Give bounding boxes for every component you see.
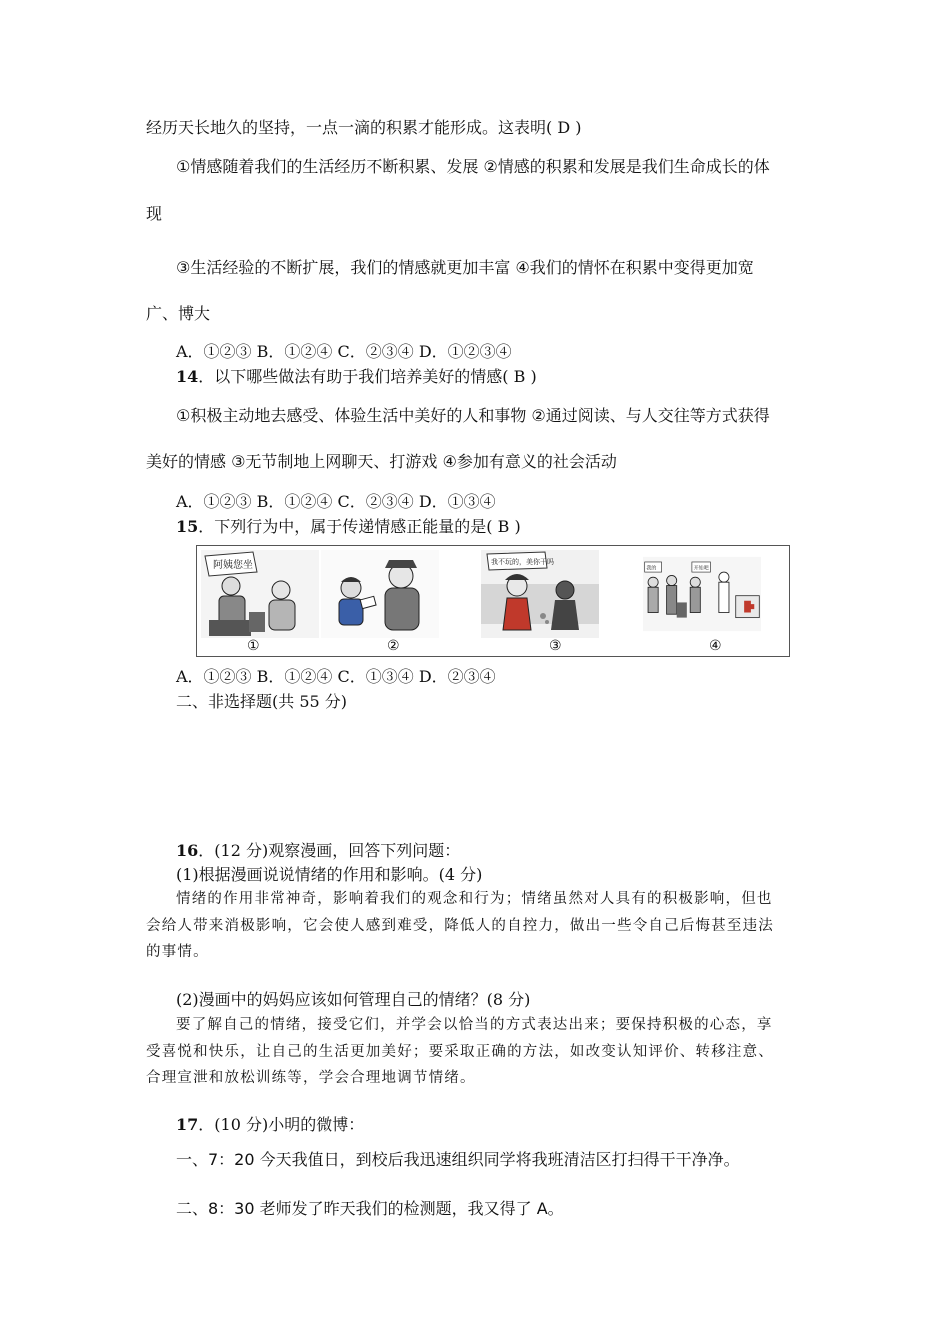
q14-stem xyxy=(176,367,537,387)
q13-option-line: ③生活经验的不断扩展，我们的情感就更加丰富 ④我们的情怀在积累中变得更加宽 xyxy=(176,258,754,277)
q16-answer-1-line: 情绪的作用非常神奇，影响着我们的观念和行为；情绪虽然对人具有的积极影响，但也 xyxy=(176,891,773,907)
panel-label: ④ xyxy=(709,638,722,654)
q16-answer-2-line: 受喜悦和快乐，让自己的生活更加美好；要采取正确的方法，如改变认知评价、转移注意、 xyxy=(146,1044,774,1060)
q15-choices: A．①②③ B．①②④ C．①③④ D．②③④ xyxy=(176,667,496,686)
q13-choices: A．①②③ B．①②④ C．②③④ D．①②③④ xyxy=(176,342,512,361)
svg-text:我的: 我的 xyxy=(646,565,657,572)
panel-label: ② xyxy=(387,638,400,654)
question-text: ．以下哪些做法有助于我们培养美好的情感( B ) xyxy=(198,367,537,386)
q14-option-line: 美好的情感 ③无节制地上网聊天、打游戏 ④参加有意义的社会活动 xyxy=(146,452,617,471)
q17-weibo-item-1: 一、7：20 今天我值日，到校后我迅速组织同学将我班清洁区打扫得干干净净。 xyxy=(176,1150,740,1169)
comic-panel-2 xyxy=(321,550,439,638)
q13-option-line: 广、博大 xyxy=(146,304,211,323)
q14-option-line: ①积极主动地去感受、体验生活中美好的人和事物 ②通过阅读、与人交往等方式获得 xyxy=(176,406,770,425)
question-number: 16 xyxy=(176,841,199,860)
comic-strip-image xyxy=(196,545,790,657)
question-text: ．(12 分)观察漫画，回答下列问题： xyxy=(198,841,461,860)
comic-panel-1 xyxy=(201,550,319,638)
q16-answer-2-line: 要了解自己的情绪，接受它们，并学会以恰当的方式表达出来；要保持积极的心态，享 xyxy=(176,1017,773,1033)
comic-panel-4 xyxy=(643,550,761,638)
q13-option-line: 现 xyxy=(146,204,163,223)
question-number: 15 xyxy=(176,517,199,536)
svg-text:阿姨您坐: 阿姨您坐 xyxy=(213,560,253,571)
svg-text:我不玩的，美你干吗: 我不玩的，美你干吗 xyxy=(491,558,554,566)
panel-label: ① xyxy=(247,638,260,654)
question-text: ．下列行为中，属于传递情感正能量的是( B ) xyxy=(198,517,521,536)
q13-option-line: ①情感随着我们的生活经历不断积累、发展 ②情感的积累和发展是我们生命成长的体 xyxy=(176,157,770,176)
q16-answer-1-line: 会给人带来消极影响，它会使人感到难受，降低人的自控力，做出一些令自己后悔甚至违法 xyxy=(146,918,774,934)
q17-weibo-item-2: 二、8：30 老师发了昨天我们的检测题，我又得了 A。 xyxy=(176,1199,564,1218)
q16-subquestion-2: (2)漫画中的妈妈应该如何管理自己的情绪？(8 分) xyxy=(176,990,531,1009)
q17-stem xyxy=(176,1115,364,1135)
q16-answer-2-line: 合理宣泄和放松训练等，学会合理地调节情绪。 xyxy=(146,1070,476,1086)
panel-label: ③ xyxy=(549,638,562,654)
q16-answer-1-line: 的事情。 xyxy=(146,944,209,960)
q16-subquestion-1: (1)根据漫画说说情绪的作用和影响。(4 分) xyxy=(176,865,483,884)
q13-stem-tail: 经历天长地久的坚持，一点一滴的积累才能形成。这表明( D ) xyxy=(146,118,582,137)
question-number: 14 xyxy=(176,367,199,386)
section-title: 二、非选择题(共 55 分) xyxy=(176,692,348,711)
q16-stem xyxy=(176,841,460,861)
question-number: 17 xyxy=(176,1115,199,1134)
comic-panel-3 xyxy=(481,550,599,638)
q14-choices: A．①②③ B．①②④ C．②③④ D．①③④ xyxy=(176,492,496,511)
svg-text:开始吧: 开始吧 xyxy=(693,565,709,572)
question-text: ．(10 分)小明的微博： xyxy=(198,1115,365,1134)
q15-stem xyxy=(176,517,521,537)
